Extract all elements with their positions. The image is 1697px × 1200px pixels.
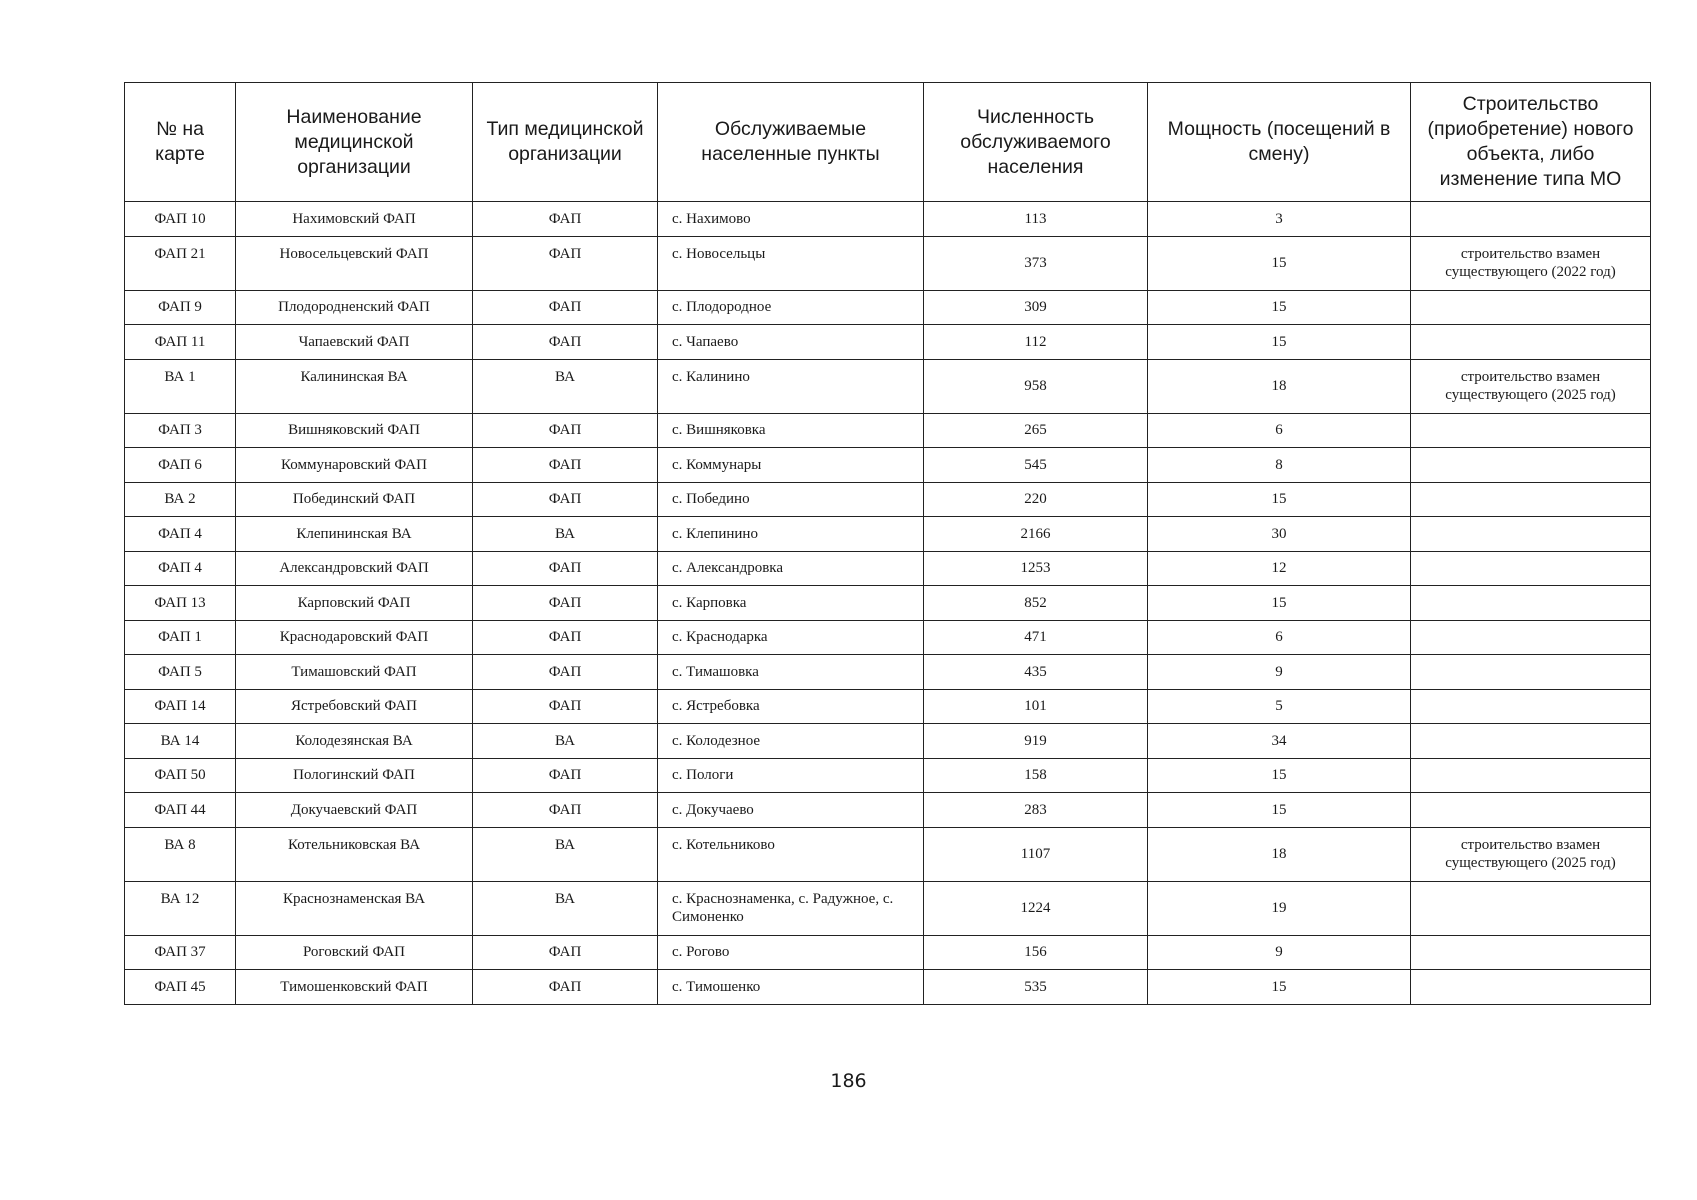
cell-population: 283 (924, 793, 1148, 828)
cell-map-number: ФАП 9 (125, 290, 236, 325)
cell-organization-type: ВА (473, 881, 658, 935)
cell-capacity: 9 (1148, 655, 1411, 690)
cell-organization-name: Александровский ФАП (236, 551, 473, 586)
cell-map-number: ВА 14 (125, 724, 236, 759)
cell-map-number: ФАП 44 (125, 793, 236, 828)
cell-organization-name: Нахимовский ФАП (236, 202, 473, 237)
cell-construction-note: строительство взамен существующего (2025 год) (1411, 359, 1651, 413)
cell-map-number: ВА 2 (125, 482, 236, 517)
cell-settlements: с. Ястребовка (658, 689, 924, 724)
table-row (125, 970, 1651, 1005)
cell-construction-note (1411, 935, 1651, 970)
table-body (125, 202, 1651, 1005)
cell-population: 112 (924, 325, 1148, 360)
cell-capacity: 15 (1148, 325, 1411, 360)
cell-settlements: с. Карповка (658, 586, 924, 621)
cell-map-number: ФАП 4 (125, 517, 236, 552)
cell-organization-type: ФАП (473, 793, 658, 828)
cell-map-number: ФАП 21 (125, 236, 236, 290)
cell-settlements: с. Чапаево (658, 325, 924, 360)
header-settlements: Обслуживаемые населенные пункты (658, 83, 924, 202)
cell-organization-type: ФАП (473, 448, 658, 483)
cell-settlements: с. Плодородное (658, 290, 924, 325)
cell-organization-name: Тимашовский ФАП (236, 655, 473, 690)
cell-construction-note (1411, 517, 1651, 552)
cell-organization-name: Побединский ФАП (236, 482, 473, 517)
table-row (125, 236, 1651, 290)
cell-capacity: 9 (1148, 935, 1411, 970)
cell-settlements: с. Краснодарка (658, 620, 924, 655)
cell-capacity: 18 (1148, 827, 1411, 881)
table-row (125, 881, 1651, 935)
cell-organization-name: Коммунаровский ФАП (236, 448, 473, 483)
cell-organization-name: Плодородненский ФАП (236, 290, 473, 325)
cell-organization-type: ФАП (473, 689, 658, 724)
cell-population: 265 (924, 413, 1148, 448)
cell-organization-type: ФАП (473, 236, 658, 290)
cell-construction-note (1411, 551, 1651, 586)
cell-organization-name: Новосельцевский ФАП (236, 236, 473, 290)
cell-map-number: ФАП 3 (125, 413, 236, 448)
cell-population: 220 (924, 482, 1148, 517)
header-map-number: № на карте (125, 83, 236, 202)
cell-population: 471 (924, 620, 1148, 655)
cell-construction-note (1411, 758, 1651, 793)
cell-organization-type: ФАП (473, 970, 658, 1005)
table-row (125, 620, 1651, 655)
cell-construction-note (1411, 620, 1651, 655)
table-row (125, 290, 1651, 325)
cell-map-number: ФАП 10 (125, 202, 236, 237)
table-row (125, 202, 1651, 237)
table-row (125, 586, 1651, 621)
table-row (125, 758, 1651, 793)
cell-capacity: 8 (1148, 448, 1411, 483)
cell-organization-name: Калининская ВА (236, 359, 473, 413)
cell-capacity: 15 (1148, 236, 1411, 290)
cell-construction-note (1411, 881, 1651, 935)
cell-map-number: ФАП 4 (125, 551, 236, 586)
cell-construction-note (1411, 724, 1651, 759)
cell-organization-type: ФАП (473, 551, 658, 586)
cell-construction-note (1411, 689, 1651, 724)
cell-settlements: с. Новосельцы (658, 236, 924, 290)
cell-organization-name: Ястребовский ФАП (236, 689, 473, 724)
cell-organization-name: Краснодаровский ФАП (236, 620, 473, 655)
cell-settlements: с. Котельниково (658, 827, 924, 881)
cell-organization-type: ФАП (473, 758, 658, 793)
cell-map-number: ВА 8 (125, 827, 236, 881)
cell-settlements: с. Вишняковка (658, 413, 924, 448)
cell-capacity: 15 (1148, 758, 1411, 793)
table-row (125, 793, 1651, 828)
cell-organization-type: ФАП (473, 325, 658, 360)
cell-capacity: 34 (1148, 724, 1411, 759)
cell-settlements: с. Колодезное (658, 724, 924, 759)
table-row (125, 448, 1651, 483)
cell-construction-note (1411, 970, 1651, 1005)
cell-population: 958 (924, 359, 1148, 413)
cell-map-number: ФАП 11 (125, 325, 236, 360)
cell-organization-type: ФАП (473, 586, 658, 621)
table-row (125, 724, 1651, 759)
cell-organization-type: ФАП (473, 655, 658, 690)
page-number: 186 (830, 1070, 867, 1092)
header-construction: Строительство (приобретение) нового объекта, либо изменение типа МО (1411, 83, 1651, 202)
cell-population: 309 (924, 290, 1148, 325)
table-row (125, 689, 1651, 724)
cell-population: 919 (924, 724, 1148, 759)
cell-construction-note (1411, 290, 1651, 325)
cell-map-number: ФАП 6 (125, 448, 236, 483)
cell-capacity: 30 (1148, 517, 1411, 552)
cell-settlements: с. Пологи (658, 758, 924, 793)
cell-capacity: 18 (1148, 359, 1411, 413)
cell-population: 373 (924, 236, 1148, 290)
cell-organization-type: ФАП (473, 935, 658, 970)
cell-organization-type: ВА (473, 827, 658, 881)
cell-organization-type: ВА (473, 359, 658, 413)
cell-settlements: с. Клепинино (658, 517, 924, 552)
cell-organization-name: Докучаевский ФАП (236, 793, 473, 828)
cell-population: 156 (924, 935, 1148, 970)
table-row (125, 655, 1651, 690)
cell-settlements: с. Коммунары (658, 448, 924, 483)
cell-map-number: ВА 1 (125, 359, 236, 413)
cell-settlements: с. Рогово (658, 935, 924, 970)
cell-capacity: 12 (1148, 551, 1411, 586)
medical-organizations-table (124, 82, 1651, 1005)
cell-population: 545 (924, 448, 1148, 483)
cell-settlements: с. Краснознаменка, с. Радужное, с. Симоненко (658, 881, 924, 935)
cell-capacity: 15 (1148, 290, 1411, 325)
cell-organization-name: Котельниковская ВА (236, 827, 473, 881)
header-organization-name: Наименование медицинской организации (236, 83, 473, 202)
cell-map-number: ФАП 37 (125, 935, 236, 970)
cell-capacity: 15 (1148, 970, 1411, 1005)
header-organization-type: Тип медицинской организации (473, 83, 658, 202)
cell-map-number: ФАП 14 (125, 689, 236, 724)
cell-population: 113 (924, 202, 1148, 237)
cell-organization-name: Карповский ФАП (236, 586, 473, 621)
cell-organization-name: Вишняковский ФАП (236, 413, 473, 448)
cell-construction-note (1411, 482, 1651, 517)
table-row (125, 482, 1651, 517)
cell-capacity: 6 (1148, 620, 1411, 655)
cell-population: 1107 (924, 827, 1148, 881)
cell-organization-type: ВА (473, 517, 658, 552)
cell-construction-note (1411, 448, 1651, 483)
cell-map-number: ФАП 5 (125, 655, 236, 690)
cell-capacity: 3 (1148, 202, 1411, 237)
cell-construction-note (1411, 586, 1651, 621)
cell-population: 1253 (924, 551, 1148, 586)
cell-capacity: 5 (1148, 689, 1411, 724)
cell-settlements: с. Калинино (658, 359, 924, 413)
cell-organization-name: Краснознаменская ВА (236, 881, 473, 935)
cell-map-number: ВА 12 (125, 881, 236, 935)
cell-organization-name: Клепининская ВА (236, 517, 473, 552)
cell-organization-type: ВА (473, 724, 658, 759)
table-row (125, 551, 1651, 586)
cell-construction-note: строительство взамен существующего (2022 год) (1411, 236, 1651, 290)
cell-population: 1224 (924, 881, 1148, 935)
cell-construction-note (1411, 793, 1651, 828)
table-row (125, 935, 1651, 970)
header-capacity: Мощность (посещений в смену) (1148, 83, 1411, 202)
cell-population: 2166 (924, 517, 1148, 552)
cell-construction-note (1411, 202, 1651, 237)
cell-organization-name: Пологинский ФАП (236, 758, 473, 793)
cell-organization-type: ФАП (473, 290, 658, 325)
cell-population: 435 (924, 655, 1148, 690)
cell-map-number: ФАП 13 (125, 586, 236, 621)
cell-population: 852 (924, 586, 1148, 621)
table-row (125, 325, 1651, 360)
cell-construction-note (1411, 655, 1651, 690)
cell-settlements: с. Победино (658, 482, 924, 517)
cell-organization-type: ФАП (473, 482, 658, 517)
cell-organization-type: ФАП (473, 620, 658, 655)
cell-population: 158 (924, 758, 1148, 793)
cell-capacity: 15 (1148, 793, 1411, 828)
cell-capacity: 6 (1148, 413, 1411, 448)
cell-capacity: 19 (1148, 881, 1411, 935)
table-header-row (125, 83, 1651, 202)
cell-construction-note: строительство взамен существующего (2025 год) (1411, 827, 1651, 881)
cell-settlements: с. Докучаево (658, 793, 924, 828)
cell-organization-name: Колодезянская ВА (236, 724, 473, 759)
cell-organization-name: Чапаевский ФАП (236, 325, 473, 360)
table-row (125, 827, 1651, 881)
cell-capacity: 15 (1148, 586, 1411, 621)
cell-capacity: 15 (1148, 482, 1411, 517)
cell-population: 535 (924, 970, 1148, 1005)
table-row (125, 413, 1651, 448)
cell-organization-type: ФАП (473, 202, 658, 237)
cell-organization-name: Роговский ФАП (236, 935, 473, 970)
cell-settlements: с. Тимашовка (658, 655, 924, 690)
cell-population: 101 (924, 689, 1148, 724)
cell-construction-note (1411, 413, 1651, 448)
cell-settlements: с. Тимошенко (658, 970, 924, 1005)
cell-settlements: с. Александровка (658, 551, 924, 586)
cell-map-number: ФАП 45 (125, 970, 236, 1005)
table-row (125, 517, 1651, 552)
cell-map-number: ФАП 1 (125, 620, 236, 655)
cell-settlements: с. Нахимово (658, 202, 924, 237)
cell-construction-note (1411, 325, 1651, 360)
table-row (125, 359, 1651, 413)
cell-map-number: ФАП 50 (125, 758, 236, 793)
cell-organization-type: ФАП (473, 413, 658, 448)
cell-organization-name: Тимошенковский ФАП (236, 970, 473, 1005)
header-population: Численность обслуживаемого населения (924, 83, 1148, 202)
